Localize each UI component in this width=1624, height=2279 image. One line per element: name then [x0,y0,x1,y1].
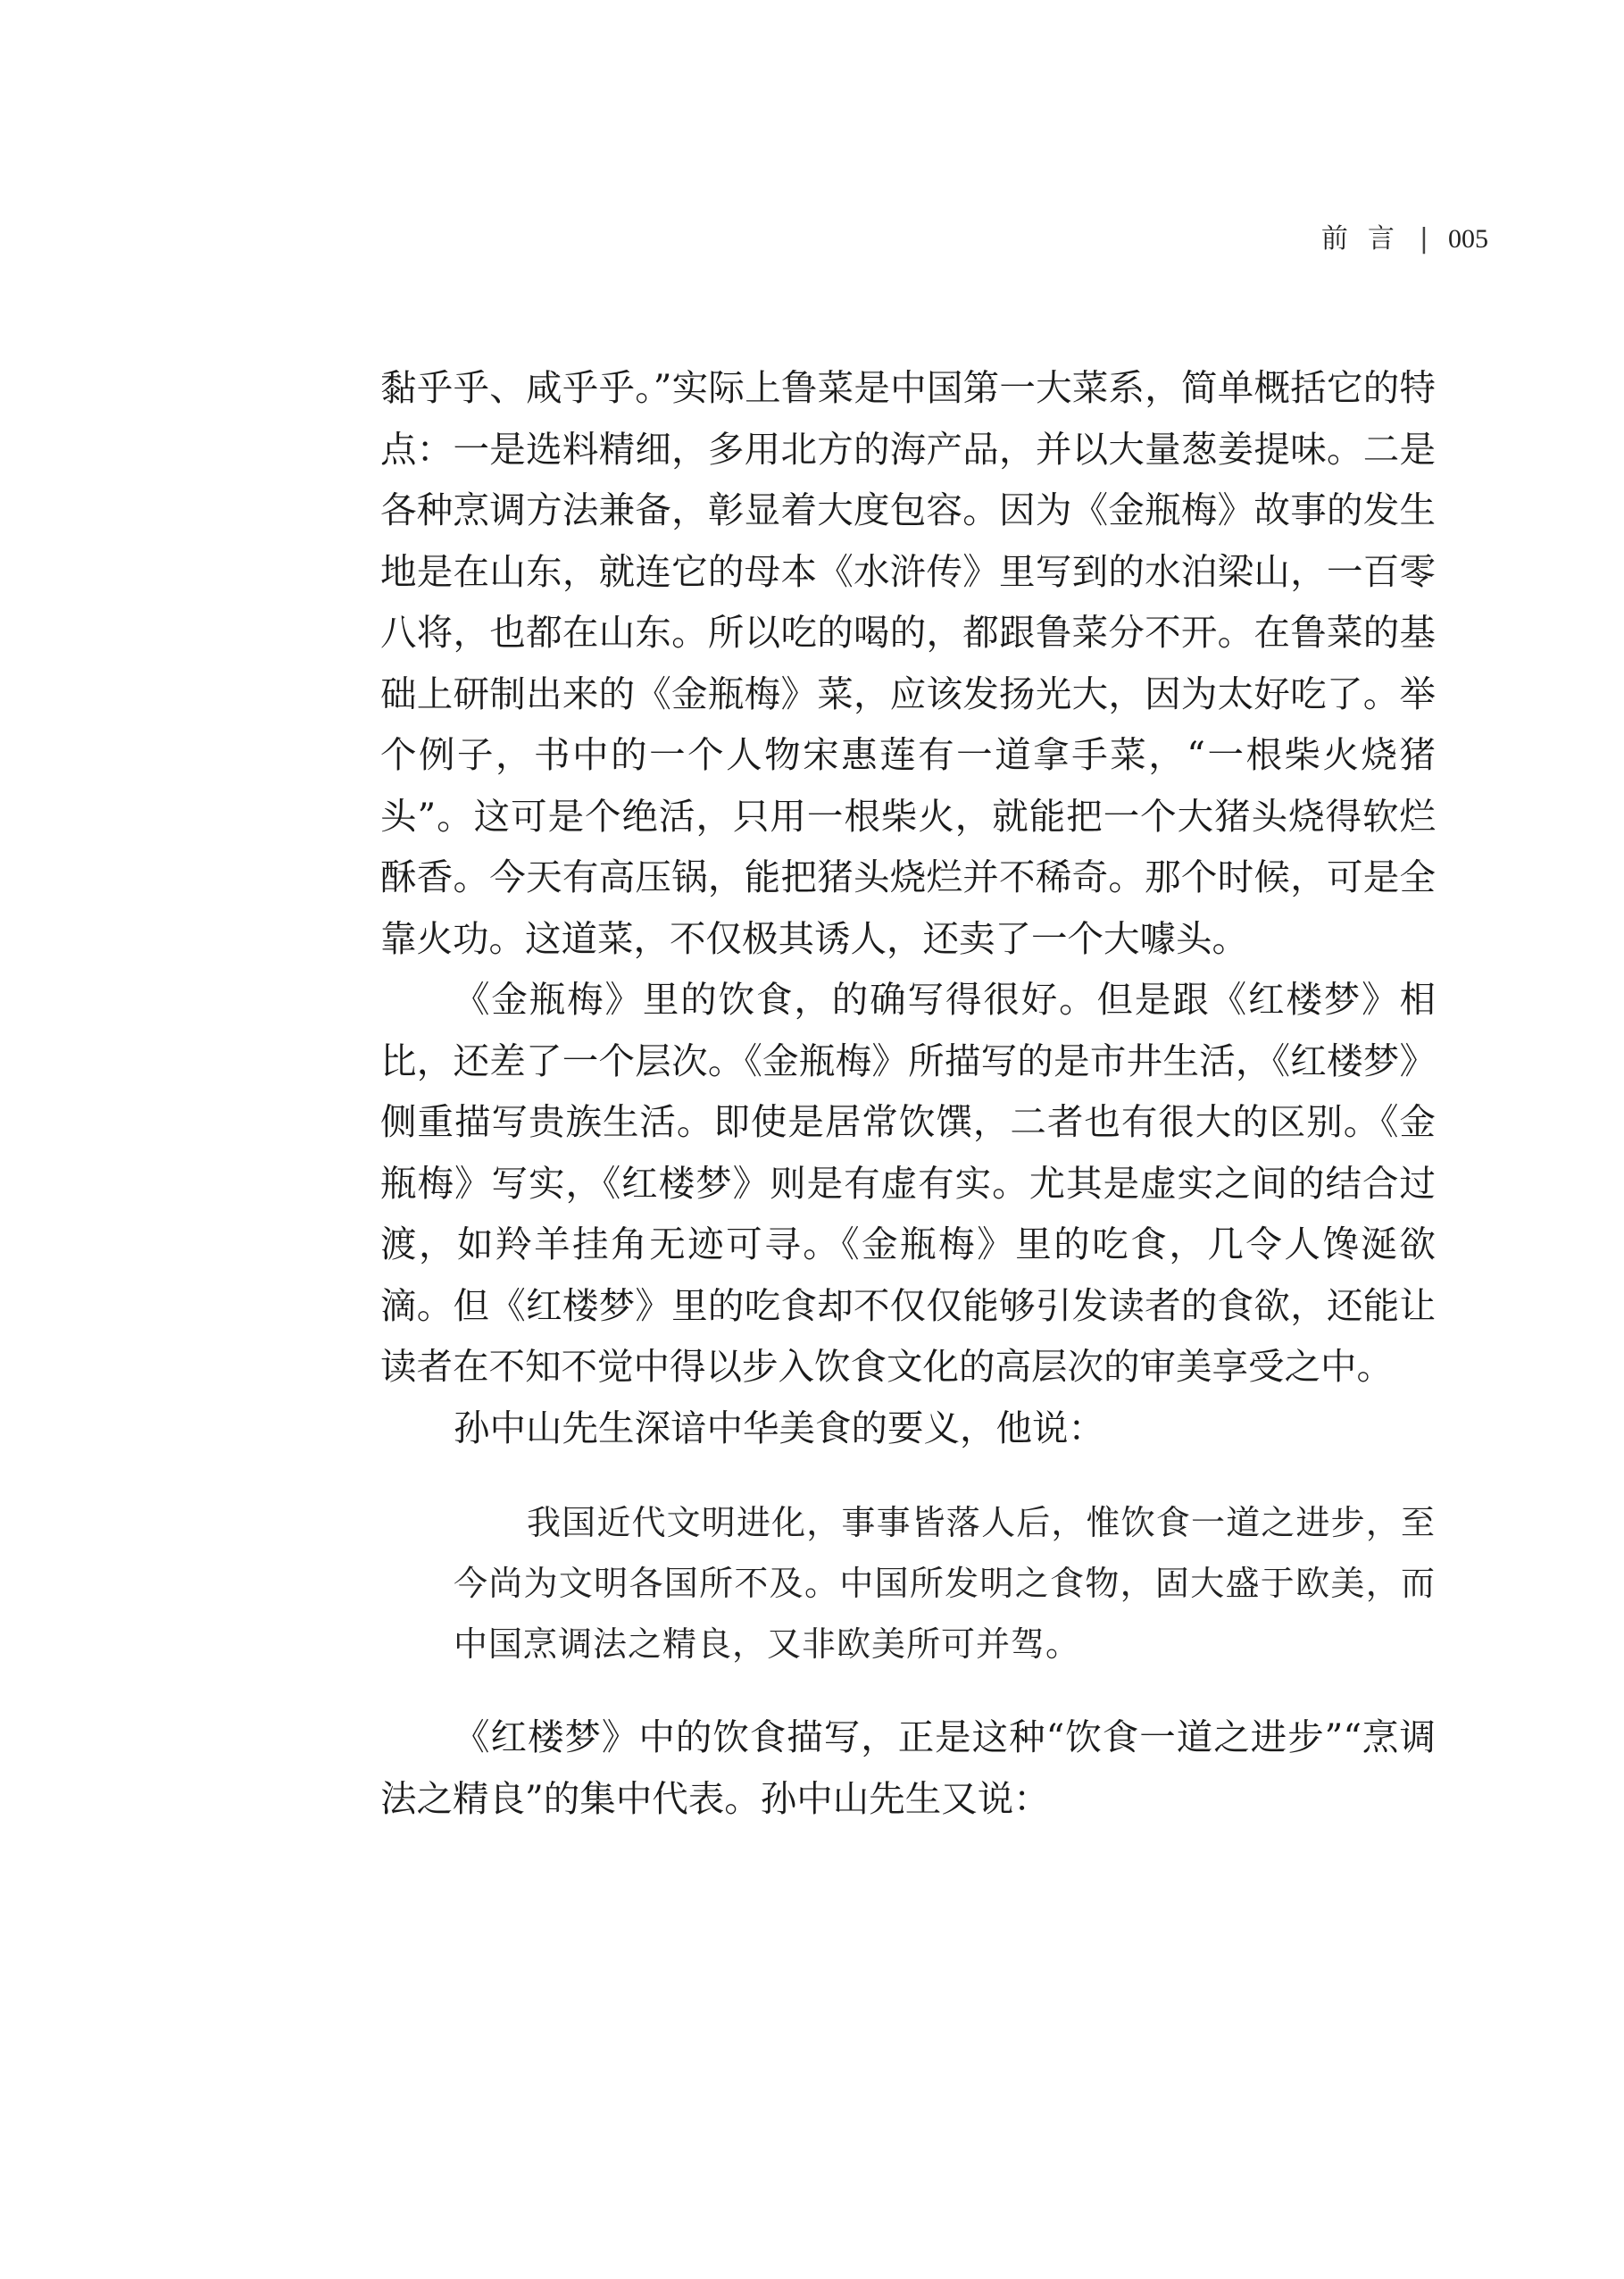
header-separator: | [1419,223,1428,255]
page-number: 005 [1448,224,1488,254]
block-quote-text: 我国近代文明进化，事事皆落人后，惟饮食一道之进步，至今尚为文明各国所不及。中国所发明之食物，固大盛于欧美，而中国烹调法之精良，又非欧美所可并驾。 [454,1503,1436,1664]
paragraph-lu-cuisine: 黏乎乎、咸乎乎。”实际上鲁菜是中国第一大菜系，简单概括它的特点：一是选料精细，多用北方的海产品，并以大量葱姜提味。二是各种烹调方法兼备，彰显着大度包容。因为《金瓶梅》故事的发生地是在山东，就连它的母本《水浒传》里写到的水泊梁山，一百零八将，也都在山东。所以吃的喝的，都跟鲁菜分不开。在鲁菜的基础上研制出来的《金瓶梅》菜，应该发扬光大，因为太好吃了。举个例子，书中的一个人物宋惠莲有一道拿手菜，“一根柴火烧猪头”。这可是个绝活，只用一根柴火，就能把一个大猪头烧得软烂酥香。今天有高压锅，能把猪头烧烂并不稀奇。那个时候，可是全靠火功。这道菜，不仅极其诱人，还卖了一个大噱头。 [380,366,1436,960]
running-header [1321,221,1488,257]
header-section-title: 前言 [1320,223,1414,255]
body-text [380,357,1436,1829]
block-quote [454,1492,1436,1674]
paragraph-closing: 《红楼梦》中的饮食描写，正是这种“饮食一道之进步”“烹调法之精良”的集中代表。孙中山先生又说： [380,1716,1436,1820]
paragraph-jinpingmei-vs-hongloumeng: 《金瓶梅》里的饮食，的确写得很好。但是跟《红楼梦》相比，还差了一个层次。《金瓶梅》所描写的是市井生活，《红楼梦》侧重描写贵族生活。即使是居常饮馔，二者也有很大的区别。《金瓶梅》写实，《红楼梦》则是有虚有实。尤其是虚实之间的结合过渡，如羚羊挂角无迹可寻。《金瓶梅》里的吃食，几令人馋涎欲滴。但《红楼梦》里的吃食却不仅仅能够引发读者的食欲，还能让读者在不知不觉中得以步入饮食文化的高层次的审美享受之中。 [380,978,1436,1388]
paragraph-sun-yatsen-intro: 孙中山先生深谙中华美食的要义，他说： [454,1406,1104,1449]
